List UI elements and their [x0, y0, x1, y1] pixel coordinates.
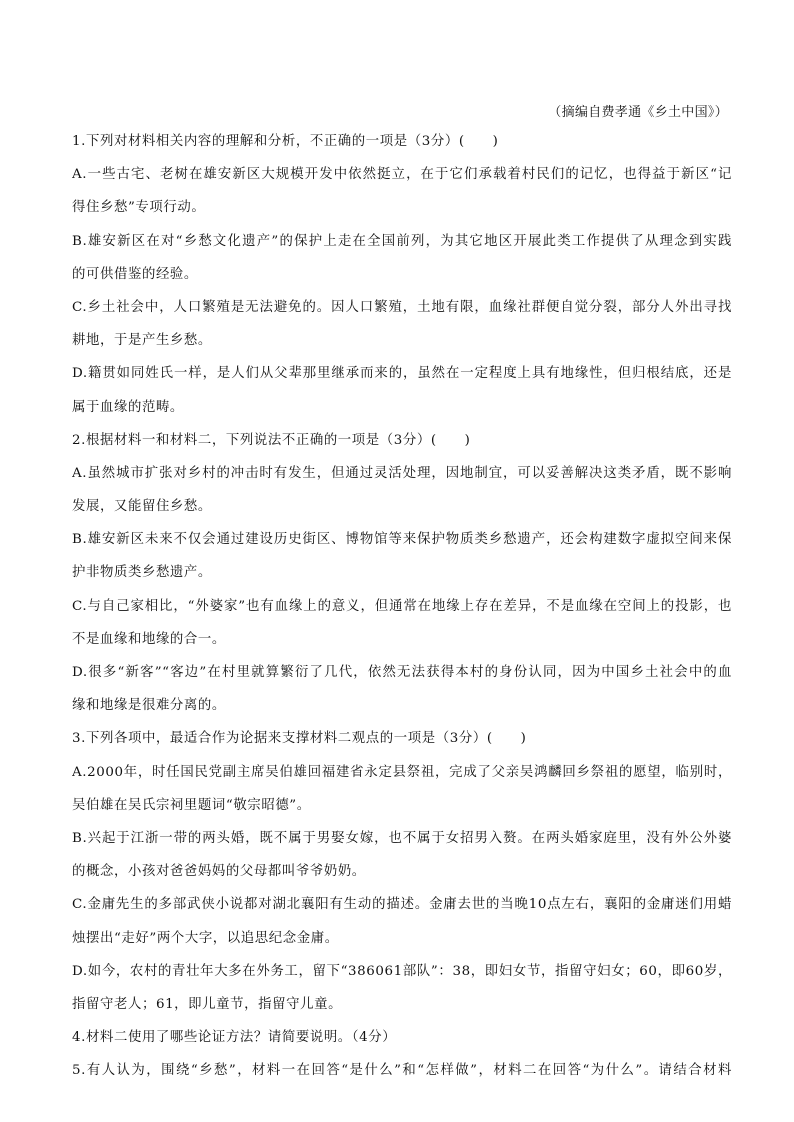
- text-line: B.雄安新区未来不仅会通过建设历史街区、博物馆等来保护物质类乡愁遗产，还会构建数字虚拟空间来保: [72, 532, 732, 548]
- text-line: A.虽然城市扩张对乡村的冲击时有发生，但通过灵活处理，因地制宜，可以妥善解决这类矛盾，既不影响: [72, 465, 732, 481]
- text-line: C.金庸先生的多部武侠小说都对湖北襄阳有生动的描述。金庸去世的当晚10点左右，襄阳的金庸迷们用蜡: [72, 897, 732, 913]
- text-line: 的可供借鉴的经验。: [72, 266, 198, 282]
- text-line: 发展，又能留住乡愁。: [72, 499, 212, 515]
- text-line: D.如今，农村的青壮年大多在外务工，留下“386061部队”：38，即妇女节，指留守妇女；60，即60岁，: [72, 963, 732, 979]
- text-line: A.一些古宅、老树在雄安新区大规模开发中依然挺立，在于它们承载着村民们的记忆，也得益于新区“记: [72, 167, 732, 183]
- text-line: 吴伯雄在吴氏宗祠里题词“敬宗昭德”。: [72, 797, 311, 813]
- text-line: 属于血缘的范畴。: [72, 399, 184, 415]
- text-line: C.乡土社会中，人口繁殖是无法避免的。因人口繁殖，土地有限，血缘社群便自觉分裂，部分人外出寻找: [72, 299, 732, 315]
- text-line: 护非物质类乡愁遗产。: [72, 565, 212, 581]
- text-line: 缘和地缘是很难分离的。: [72, 698, 226, 714]
- text-line: 不是血缘和地缘的合一。: [72, 631, 226, 647]
- text-line: C.与自己家相比，“外婆家”也有血缘上的意义，但通常在地缘上存在差异，不是血缘在空间上的投影，也: [72, 598, 732, 614]
- question-text-block: [72, 130, 732, 1092]
- text-line: 耕地，于是产生乡愁。: [72, 333, 212, 349]
- text-line: 2.根据材料一和材料二，下列说法不正确的一项是（3分）( ): [72, 432, 471, 448]
- text-line: 5.有人认为，围绕“乡愁”，材料一在回答“是什么”和“怎样做”，材料二在回答“为什么”。请结合材料: [72, 1063, 732, 1079]
- text-line: D.籍贯如同姓氏一样，是人们从父辈那里继承而来的，虽然在一定程度上具有地缘性，但归根结底，还是: [72, 366, 732, 382]
- text-line: 4.材料二使用了哪些论证方法？请简要说明。（4分）: [72, 1030, 397, 1046]
- text-line: 3.下列各项中，最适合作为论据来支撑材料二观点的一项是（3分）( ): [72, 731, 527, 747]
- source-citation: （摘编自费孝通《乡土中国》）: [548, 105, 728, 120]
- text-line: 得住乡愁”专项行动。: [72, 200, 206, 216]
- text-line: B.兴起于江浙一带的两头婚，既不属于男娶女嫁，也不属于女招男入赘。在两头婚家庭里，没有外公外婆: [72, 830, 732, 846]
- text-line: 1.下列对材料相关内容的理解和分析，不正确的一项是（3分）( ): [72, 134, 499, 149]
- text-line: B.雄安新区在对“乡愁文化遗产”的保护上走在全国前列，为其它地区开展此类工作提供了从理念到实践: [72, 233, 732, 249]
- text-line: 指留守老人；61，即儿童节，指留守儿童。: [72, 996, 343, 1012]
- text-line: 烛摆出“走好”两个大字，以追思纪念金庸。: [72, 930, 339, 946]
- text-line: 的概念，小孩对爸爸妈妈的父母都叫爷爷奶奶。: [72, 864, 366, 880]
- text-line: D.很多“新客”“客边”在村里就算繁衍了几代，依然无法获得本村的身份认同，因为中国乡土社会中的血: [72, 665, 732, 680]
- text-line: A.2000年，时任国民党副主席吴伯雄回福建省永定县祭祖，完成了父亲吴鸿麟回乡祭祖的愿望，临别时，: [72, 764, 732, 780]
